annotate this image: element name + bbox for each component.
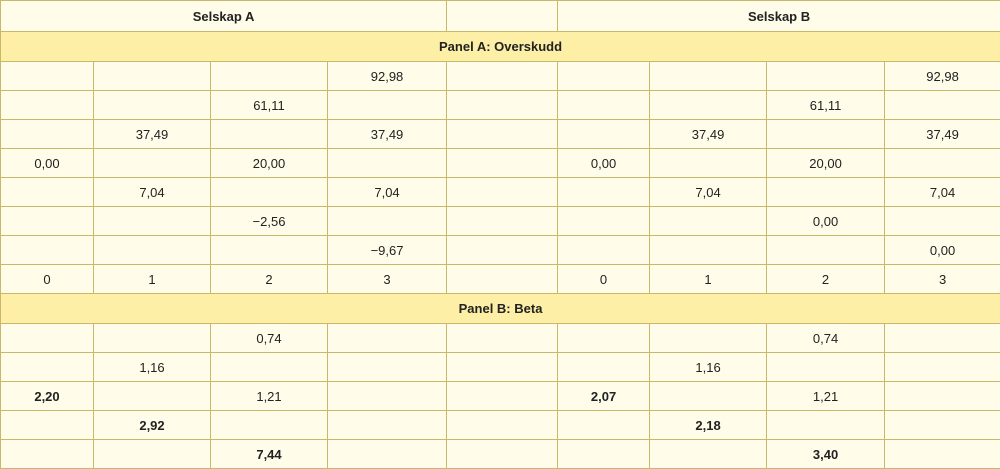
table-cell	[558, 236, 650, 265]
table-row	[1, 178, 1000, 207]
table-row	[1, 236, 1000, 265]
company-a-header: Selskap A	[1, 1, 447, 32]
panel-a-title: Panel A: Overskudd	[1, 32, 1000, 62]
table-cell	[1, 324, 94, 353]
table-cell	[447, 324, 558, 353]
table-cell: 3	[885, 265, 1000, 294]
table-cell: 61,11	[211, 91, 328, 120]
table-cell: 7,04	[328, 178, 447, 207]
table-cell	[558, 91, 650, 120]
table-cell: 2	[767, 265, 885, 294]
table-cell	[1, 411, 94, 440]
header-row	[1, 1, 1000, 32]
table-cell	[94, 207, 211, 236]
table-row	[1, 324, 1000, 353]
table-cell: 0,74	[211, 324, 328, 353]
table-cell	[885, 207, 1000, 236]
table-cell: 7,44	[211, 440, 328, 469]
table-cell	[650, 324, 767, 353]
table-cell	[650, 207, 767, 236]
table-cell: 0,00	[767, 207, 885, 236]
table-cell	[211, 178, 328, 207]
table-cell	[558, 440, 650, 469]
table-cell	[558, 178, 650, 207]
table-cell: 37,49	[94, 120, 211, 149]
table-cell	[211, 236, 328, 265]
table-row	[1, 207, 1000, 236]
table-cell	[94, 62, 211, 91]
table-cell: 2,20	[1, 382, 94, 411]
table-cell	[1, 353, 94, 382]
table-cell	[885, 440, 1000, 469]
table-cell: 0	[558, 265, 650, 294]
table-row	[1, 62, 1000, 91]
panel-b-title: Panel B: Beta	[1, 294, 1000, 324]
table-cell	[447, 265, 558, 294]
table-cell: 2,92	[94, 411, 211, 440]
table-cell: 0,00	[1, 149, 94, 178]
table-cell	[447, 149, 558, 178]
table-cell: 0,74	[767, 324, 885, 353]
table-row	[1, 440, 1000, 469]
table-cell	[328, 382, 447, 411]
table-cell	[1, 440, 94, 469]
table-cell	[558, 62, 650, 91]
table-cell	[767, 62, 885, 91]
table-cell	[94, 91, 211, 120]
table-cell	[447, 411, 558, 440]
table-cell	[650, 91, 767, 120]
table-cell	[558, 411, 650, 440]
table-cell	[1, 91, 94, 120]
table-cell	[447, 207, 558, 236]
table-cell	[328, 149, 447, 178]
table-cell	[885, 149, 1000, 178]
table-cell: 37,49	[328, 120, 447, 149]
table-cell: 92,98	[885, 62, 1000, 91]
table-cell	[328, 440, 447, 469]
table-cell	[558, 353, 650, 382]
table-cell	[885, 353, 1000, 382]
table-cell	[767, 236, 885, 265]
table-cell	[885, 324, 1000, 353]
table-cell: 3	[328, 265, 447, 294]
table-cell: 0	[1, 265, 94, 294]
table-cell: 37,49	[650, 120, 767, 149]
table-cell	[94, 324, 211, 353]
table-cell	[558, 324, 650, 353]
table-cell	[328, 324, 447, 353]
table-cell: 3,40	[767, 440, 885, 469]
table-cell: 61,11	[767, 91, 885, 120]
table-cell	[94, 236, 211, 265]
table-row	[1, 149, 1000, 178]
table-cell: 2,07	[558, 382, 650, 411]
table-cell	[447, 440, 558, 469]
table-cell: −2,56	[211, 207, 328, 236]
table-cell: 7,04	[885, 178, 1000, 207]
table-cell	[447, 120, 558, 149]
table-cell	[558, 207, 650, 236]
table-cell: 1,21	[767, 382, 885, 411]
table-cell	[1, 62, 94, 91]
table-row	[1, 382, 1000, 411]
table-row	[1, 353, 1000, 382]
table-cell: −9,67	[328, 236, 447, 265]
table-cell: 20,00	[767, 149, 885, 178]
table-cell: 0,00	[885, 236, 1000, 265]
table-cell	[650, 440, 767, 469]
table-cell	[94, 382, 211, 411]
table-cell	[767, 411, 885, 440]
table-cell: 1,16	[650, 353, 767, 382]
table-cell	[1, 207, 94, 236]
table-cell	[885, 382, 1000, 411]
table-cell	[211, 62, 328, 91]
panel-b-row	[1, 294, 1000, 324]
table-cell	[885, 91, 1000, 120]
table-cell	[94, 149, 211, 178]
table-cell	[650, 236, 767, 265]
table-cell: 2	[211, 265, 328, 294]
table-cell: 0,00	[558, 149, 650, 178]
table-cell: 7,04	[650, 178, 767, 207]
table-cell	[1, 120, 94, 149]
table-row	[1, 411, 1000, 440]
table-cell	[650, 149, 767, 178]
table-row	[1, 265, 1000, 294]
table-cell	[328, 207, 447, 236]
table-cell: 37,49	[885, 120, 1000, 149]
table-cell	[650, 62, 767, 91]
table-cell	[447, 178, 558, 207]
table-cell	[447, 236, 558, 265]
table-row	[1, 120, 1000, 149]
table-cell: 1,21	[211, 382, 328, 411]
table-cell	[328, 91, 447, 120]
table-cell: 7,04	[94, 178, 211, 207]
table-cell: 1,16	[94, 353, 211, 382]
table-cell	[558, 120, 650, 149]
table-cell	[1, 178, 94, 207]
table-cell	[447, 62, 558, 91]
table-cell	[94, 440, 211, 469]
table-cell	[447, 382, 558, 411]
table-cell	[211, 411, 328, 440]
table-cell	[328, 353, 447, 382]
table-cell	[885, 411, 1000, 440]
table-cell	[447, 91, 558, 120]
table-cell: 92,98	[328, 62, 447, 91]
table-cell	[211, 353, 328, 382]
table-cell: 1	[650, 265, 767, 294]
company-b-header: Selskap B	[558, 1, 1000, 32]
header-spacer	[447, 1, 558, 32]
table-cell	[767, 353, 885, 382]
table-cell	[328, 411, 447, 440]
table-cell: 1	[94, 265, 211, 294]
table-row	[1, 91, 1000, 120]
table-cell	[211, 120, 328, 149]
panel-a-row	[1, 32, 1000, 62]
table-cell: 2,18	[650, 411, 767, 440]
table-cell	[767, 120, 885, 149]
table-cell: 20,00	[211, 149, 328, 178]
table-cell	[650, 382, 767, 411]
table-cell	[767, 178, 885, 207]
table-cell	[447, 353, 558, 382]
table-cell	[1, 236, 94, 265]
